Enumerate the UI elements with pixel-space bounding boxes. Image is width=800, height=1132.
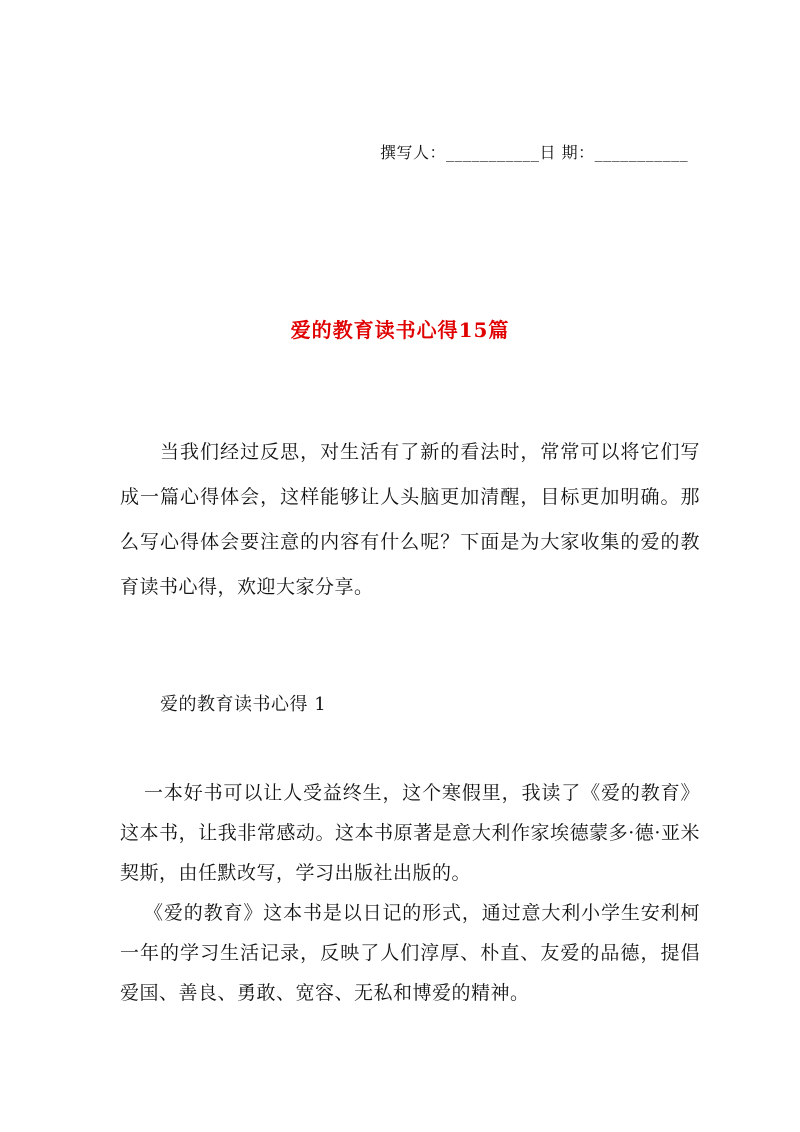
author-date-line: 撰写人：___________日 期：___________: [380, 143, 689, 162]
intro-paragraph: 当我们经过反思，对生活有了新的看法时，常常可以将它们写成一篇心得体会，这样能够让人头脑更加清醒，目标更加明确。那么写心得体会要注意的内容有什么呢？下面是为大家收集的爱的教育读书心得，欢迎大家分享。: [120, 441, 700, 598]
section-heading: 爱的教育读书心得 1: [160, 694, 327, 715]
body-paragraph: 一本好书可以让人受益终生，这个寒假里，我读了《爱的教育》这本书，让我非常感动。这本书原著是意大利作家埃德蒙多·德·亚米契斯，由任默改写，学习出版社出版的。: [120, 782, 700, 884]
body-paragraph: 《爱的教育》这本书是以日记的形式，通过意大利小学生安利柯一年的学习生活记录，反映了人们淳厚、朴直、友爱的品德，提倡爱国、善良、勇敢、宽容、无私和博爱的精神。: [120, 902, 700, 1004]
document-title: 爱的教育读书心得15篇: [290, 318, 510, 342]
